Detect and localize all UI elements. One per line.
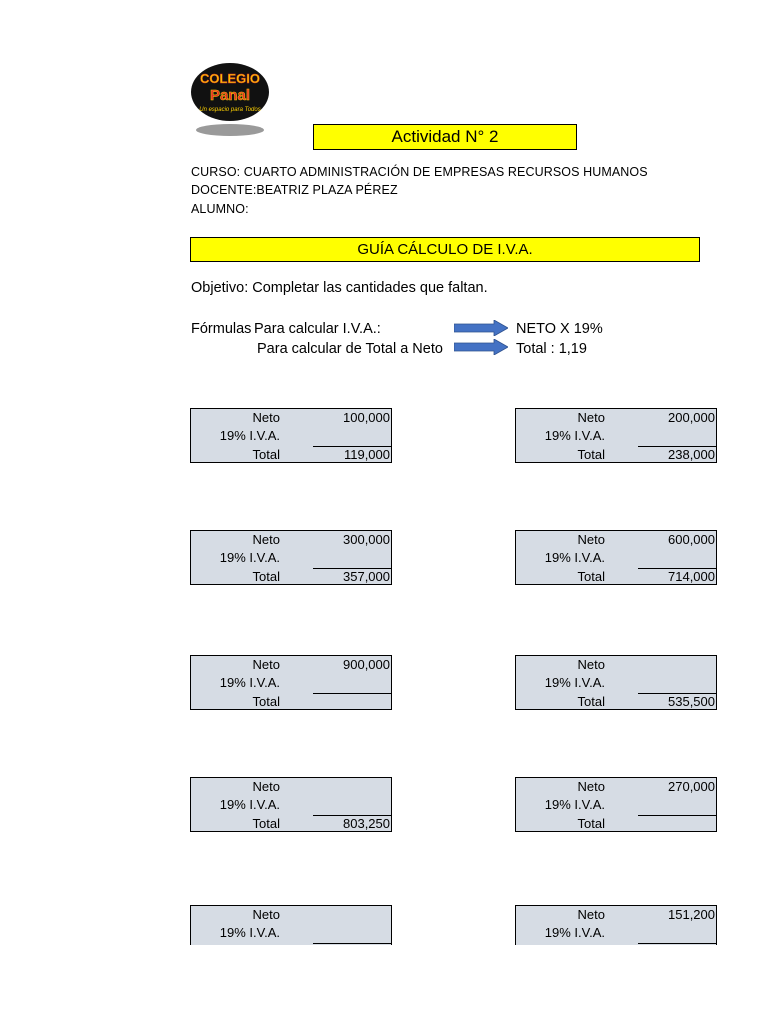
student-line: ALUMNO: — [191, 202, 249, 216]
calc-table — [190, 777, 392, 832]
svg-text:Un espacio para Todos: Un espacio para Todos — [199, 107, 261, 113]
formula-iva-result: NETO X 19% — [516, 321, 603, 337]
formula-neto-result: Total : 1,19 — [516, 341, 587, 357]
total-label: Total — [577, 569, 605, 584]
teacher-line: DOCENTE:BEATRIZ PLAZA PÉREZ — [191, 183, 398, 197]
iva-label: 19% I.V.A. — [219, 550, 280, 565]
neto-label: Neto — [577, 779, 605, 794]
calc-table — [515, 655, 717, 710]
calc-table — [190, 408, 392, 463]
neto-value: 270,000 — [668, 779, 715, 794]
svg-text:COLEGIO: COLEGIO — [200, 71, 260, 86]
neto-value: 300,000 — [343, 532, 390, 547]
iva-label: 19% I.V.A. — [544, 797, 605, 812]
neto-label: Neto — [577, 410, 605, 425]
neto-label: Neto — [252, 657, 280, 672]
objective-text: Objetivo: Completar las cantidades que faltan. — [191, 280, 488, 296]
total-value: 803,250 — [343, 816, 390, 831]
activity-title — [313, 124, 577, 150]
neto-value: 151,200 — [668, 907, 715, 922]
course-line: CURSO: CUARTO ADMINISTRACIÓN DE EMPRESAS RECURSOS HUMANOS — [191, 165, 648, 179]
total-label: Total — [252, 694, 280, 709]
neto-label: Neto — [577, 657, 605, 672]
school-logo — [190, 62, 270, 140]
total-value: 238,000 — [668, 447, 715, 462]
right-arrow-icon — [454, 339, 508, 355]
iva-label: 19% I.V.A. — [219, 925, 280, 940]
iva-label: 19% I.V.A. — [219, 797, 280, 812]
guide-title-text: GUÍA CÁLCULO DE I.V.A. — [357, 241, 533, 258]
sum-line — [313, 943, 391, 944]
iva-label: 19% I.V.A. — [544, 550, 605, 565]
neto-value: 100,000 — [343, 410, 390, 425]
neto-value: 200,000 — [668, 410, 715, 425]
activity-title-text: Actividad N° 2 — [391, 127, 499, 146]
calc-table — [515, 905, 717, 945]
calc-table — [515, 408, 717, 463]
svg-text:Panal: Panal — [209, 87, 251, 104]
iva-label: 19% I.V.A. — [544, 925, 605, 940]
neto-label: Neto — [252, 907, 280, 922]
calc-table — [190, 530, 392, 585]
neto-value: 900,000 — [343, 657, 390, 672]
neto-label: Neto — [252, 779, 280, 794]
neto-label: Neto — [252, 532, 280, 547]
guide-title — [190, 237, 700, 262]
total-label: Total — [252, 447, 280, 462]
iva-label: 19% I.V.A. — [219, 675, 280, 690]
iva-label: 19% I.V.A. — [544, 675, 605, 690]
iva-label: 19% I.V.A. — [219, 428, 280, 443]
total-value: 714,000 — [668, 569, 715, 584]
total-label: Total — [577, 816, 605, 831]
total-label: Total — [577, 447, 605, 462]
calc-table — [190, 655, 392, 710]
total-value: 535,500 — [668, 694, 715, 709]
iva-label: 19% I.V.A. — [544, 428, 605, 443]
total-label: Total — [577, 694, 605, 709]
sum-line — [638, 943, 716, 944]
formula-neto-text: Para calcular de Total a Neto — [257, 341, 443, 357]
calc-table — [515, 530, 717, 585]
neto-label: Neto — [252, 410, 280, 425]
calc-table — [190, 905, 392, 945]
total-value: 119,000 — [343, 447, 390, 462]
total-label: Total — [252, 569, 280, 584]
total-value: 357,000 — [343, 569, 390, 584]
neto-label: Neto — [577, 907, 605, 922]
calc-table — [515, 777, 717, 832]
total-label: Total — [252, 816, 280, 831]
formula-iva-text: Para calcular I.V.A.: — [254, 321, 381, 337]
neto-label: Neto — [577, 532, 605, 547]
neto-value: 600,000 — [668, 532, 715, 547]
formulas-label: Fórmulas — [191, 321, 252, 337]
right-arrow-icon — [454, 320, 508, 336]
